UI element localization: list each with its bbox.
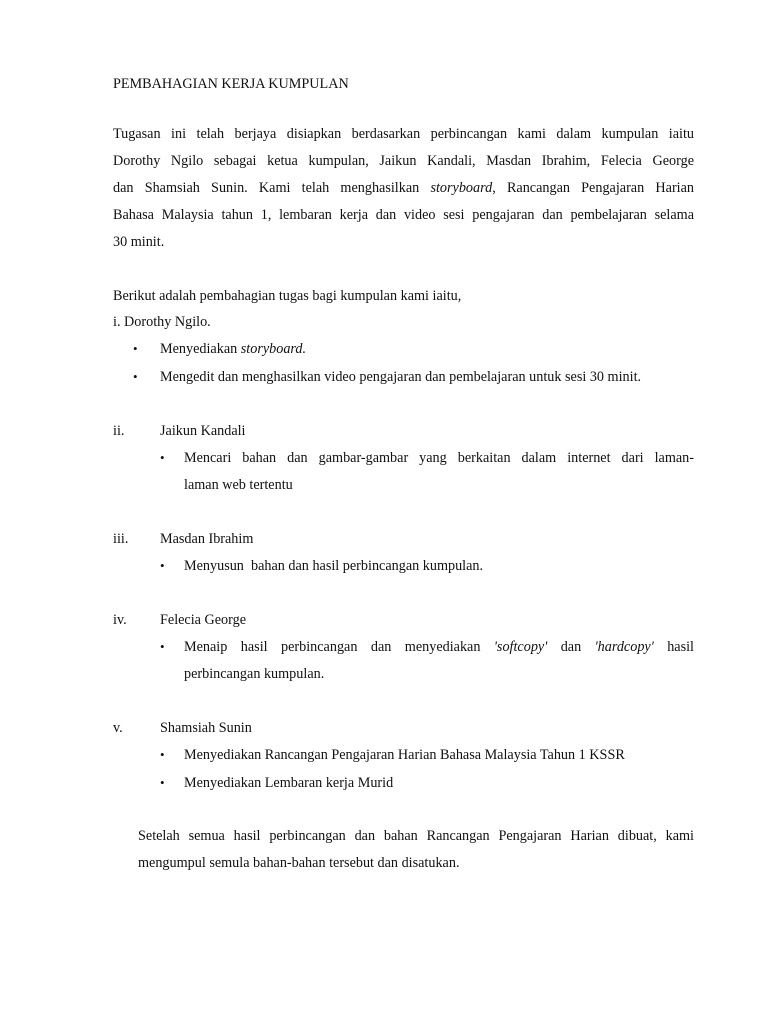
member-numeral: ii. [113,423,125,439]
member-heading: i. Dorothy Ngilo. [113,314,211,330]
task-italic: storyboard. [240,341,307,357]
bullet-icon: • [133,341,138,356]
intro-text: , Rancangan Pengajaran Harian [492,180,694,196]
bullet-icon: • [160,747,165,762]
closing-line: mengumpul semula bahan-bahan tersebut dan disatukan. [138,855,460,871]
task-text: Menyediakan [160,341,241,357]
intro-line: Tugasan ini telah berjaya disiapkan berdasarkan perbincangan kami dalam kumpulan iaitu [113,126,694,142]
member-numeral: iii. [113,531,129,547]
list-intro: Berikut adalah pembahagian tugas bagi kumpulan kami iaitu, [113,288,462,304]
intro-line: Bahasa Malaysia tahun 1, lembaran kerja dan video sesi pengajaran dan pembelajaran selama [113,207,694,223]
intro-text: dan Shamsiah Sunin. Kami telah menghasilkan [113,180,431,196]
bullet-icon: • [160,450,165,465]
page-title: PEMBAHAGIAN KERJA KUMPULAN [113,76,349,92]
task-item: Mengedit dan menghasilkan video pengajaran dan pembelajaran untuk sesi 30 minit. [160,369,642,385]
closing-line: Setelah semua hasil perbincangan dan bahan Rancangan Pengajaran Harian dibuat, kami [138,828,694,844]
task-item: Mencari bahan dan gambar-gambar yang berkaitan dalam internet dari laman- [184,450,694,466]
bullet-icon: • [133,369,138,384]
task-italic: 'softcopy' [493,639,548,655]
task-item: Menyediakan Rancangan Pengajaran Harian Bahasa Malaysia Tahun 1 KSSR [184,747,625,763]
member-name: Shamsiah Sunin [160,720,252,736]
intro-line: Dorothy Ngilo sebagai ketua kumpulan, Jaikun Kandali, Masdan Ibrahim, Felecia George [113,153,694,169]
intro-line [113,178,694,198]
member-name: Jaikun Kandali [160,423,246,439]
member-name: Masdan Ibrahim [160,531,254,547]
task-item [184,637,694,657]
bullet-icon: • [160,558,165,573]
intro-line: 30 minit. [113,234,165,250]
task-italic: 'hardcopy' [594,639,654,655]
task-item [160,339,306,359]
member-numeral: iv. [113,612,127,628]
task-item-continued: laman web tertentu [184,477,293,493]
member-numeral: v. [113,720,123,736]
bullet-icon: • [160,639,165,654]
task-text: Menaip hasil perbincangan dan menyediakan [184,639,494,655]
task-item: Menyediakan Lembaran kerja Murid [184,775,394,791]
task-item-continued: perbincangan kumpulan. [184,666,325,682]
task-text: hasil [653,639,695,655]
intro-italic: storyboard [430,180,493,196]
bullet-icon: • [160,775,165,790]
task-item: Menyusun bahan dan hasil perbincangan kumpulan. [184,558,484,574]
member-name: Felecia George [160,612,247,628]
task-text: dan [547,639,595,655]
